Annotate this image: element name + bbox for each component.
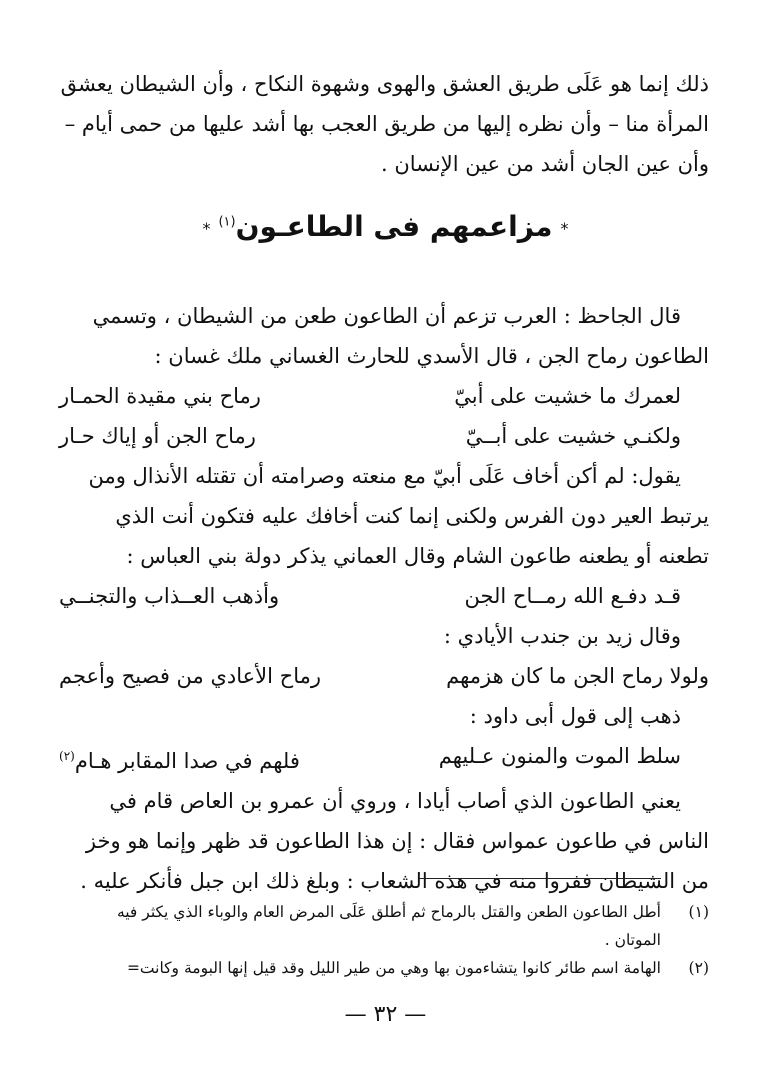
verse-text: فلهم في صدا المقابر هـام — [74, 749, 300, 773]
star-ornament: * — [560, 218, 569, 238]
verse-first-hemistich: سلط الموت والمنون عـليهم — [438, 744, 681, 768]
verse-first-hemistich: لعمرك ما خشيت على أبيّ — [454, 384, 681, 408]
footnote-line: الهامة اسم طائر كانوا يتشاءمون بها وهي من طير الليل وقد قيل إنها البومة وكانت= — [126, 959, 661, 977]
text-line: ذهب إلى قول أبى داود : — [469, 704, 681, 728]
star-ornament: * — [202, 218, 211, 238]
footnote-text — [59, 898, 661, 954]
text-line: قال الجاحظ : العرب تزعم أن الطاعون طعن من الشيطان ، وتسمي — [92, 304, 681, 328]
verse-second-hemistich: رماح الأعادي من فصيح وأعجم — [59, 664, 321, 688]
text-line: يعني الطاعون الذي أصاب أيادا ، وروي أن عمرو بن العاص قام في — [109, 789, 681, 813]
verse-line — [59, 416, 709, 456]
text-line: وأن عين الجان أشد من عين الإنسان . — [380, 152, 709, 176]
footnote-number: (٢) — [688, 959, 709, 977]
verse-second-hemistich: وأذهب العــذاب والتجنــي — [59, 584, 280, 608]
footnote-ref: (٢) — [59, 749, 75, 763]
text-line: يقول: لم أكن أخاف عَلَى أبيّ مع منعته وصرامته أن تقتله الأنذال ومن — [88, 464, 681, 488]
verse-first-hemistich: ولولا رماح الجن ما كان هزمهم — [446, 664, 709, 688]
text-line: وقال زيد بن جندب الأيادي : — [443, 624, 681, 648]
footnote-ref: (١) — [218, 214, 236, 230]
verse-first-hemistich: ولكنـي خشيت على أبــيّ — [465, 424, 681, 448]
verse-second-hemistich: رماح الجن أو إياك حـار — [59, 424, 256, 448]
footnote-text — [59, 954, 661, 982]
text-line: المرأة منا – وأن نظره إليها من طريق العجب بها أشد عليها من حمى أيام – — [64, 112, 709, 136]
top-paragraph — [59, 64, 709, 184]
page-number: — ٣٢ — — [344, 1002, 427, 1027]
verse-line — [59, 736, 709, 781]
section-heading — [0, 210, 771, 243]
footnotes — [59, 898, 709, 982]
heading-title: مزاعمهم فى الطاعـون — [235, 210, 553, 243]
verse-second-hemistich: رماح بني مقيدة الحمـار — [59, 384, 261, 408]
text-line: يرتبط العير دون الفرس ولكنى إنما كنت أخافك عليه فتكون أنت الذي — [115, 504, 709, 528]
footnote-line: أطل الطاعون الطعن والقتل بالرماح ثم أطلق عَلَى المرض العام والوباء الذي يكثر فيه — [116, 903, 661, 921]
verse-line — [59, 576, 709, 616]
text-line: ذلك إنما هو عَلَى طريق العشق والهوى وشهوة النكاح ، وأن الشيطان يعشق — [60, 72, 709, 96]
verse-second-hemistich — [59, 736, 300, 781]
text-line: الناس في طاعون عمواس فقال : إن هذا الطاعون قد ظهر وإنما هو وخز — [85, 829, 709, 853]
footnote-1 — [59, 898, 709, 954]
footnote-divider — [419, 878, 661, 879]
main-body — [59, 296, 709, 901]
footnote-line: الموتان . — [604, 931, 661, 949]
verse-line — [59, 656, 709, 696]
footnote-number: (١) — [688, 903, 709, 921]
text-line: من الشيطان ففروا منه في هذه الشعاب : وبلغ ذلك ابن جبل فأنكر عليه . — [80, 869, 709, 893]
verse-first-hemistich: قـد دفـع الله رمــاح الجن — [464, 584, 681, 608]
verse-line — [59, 376, 709, 416]
text-line: تطعنه أو يطعنه طاعون الشام وقال العماني يذكر دولة بني العباس : — [126, 544, 709, 568]
text-line: الطاعون رماح الجن ، قال الأسدي للحارث الغساني ملك غسان : — [154, 344, 709, 368]
footnote-2 — [59, 954, 709, 982]
